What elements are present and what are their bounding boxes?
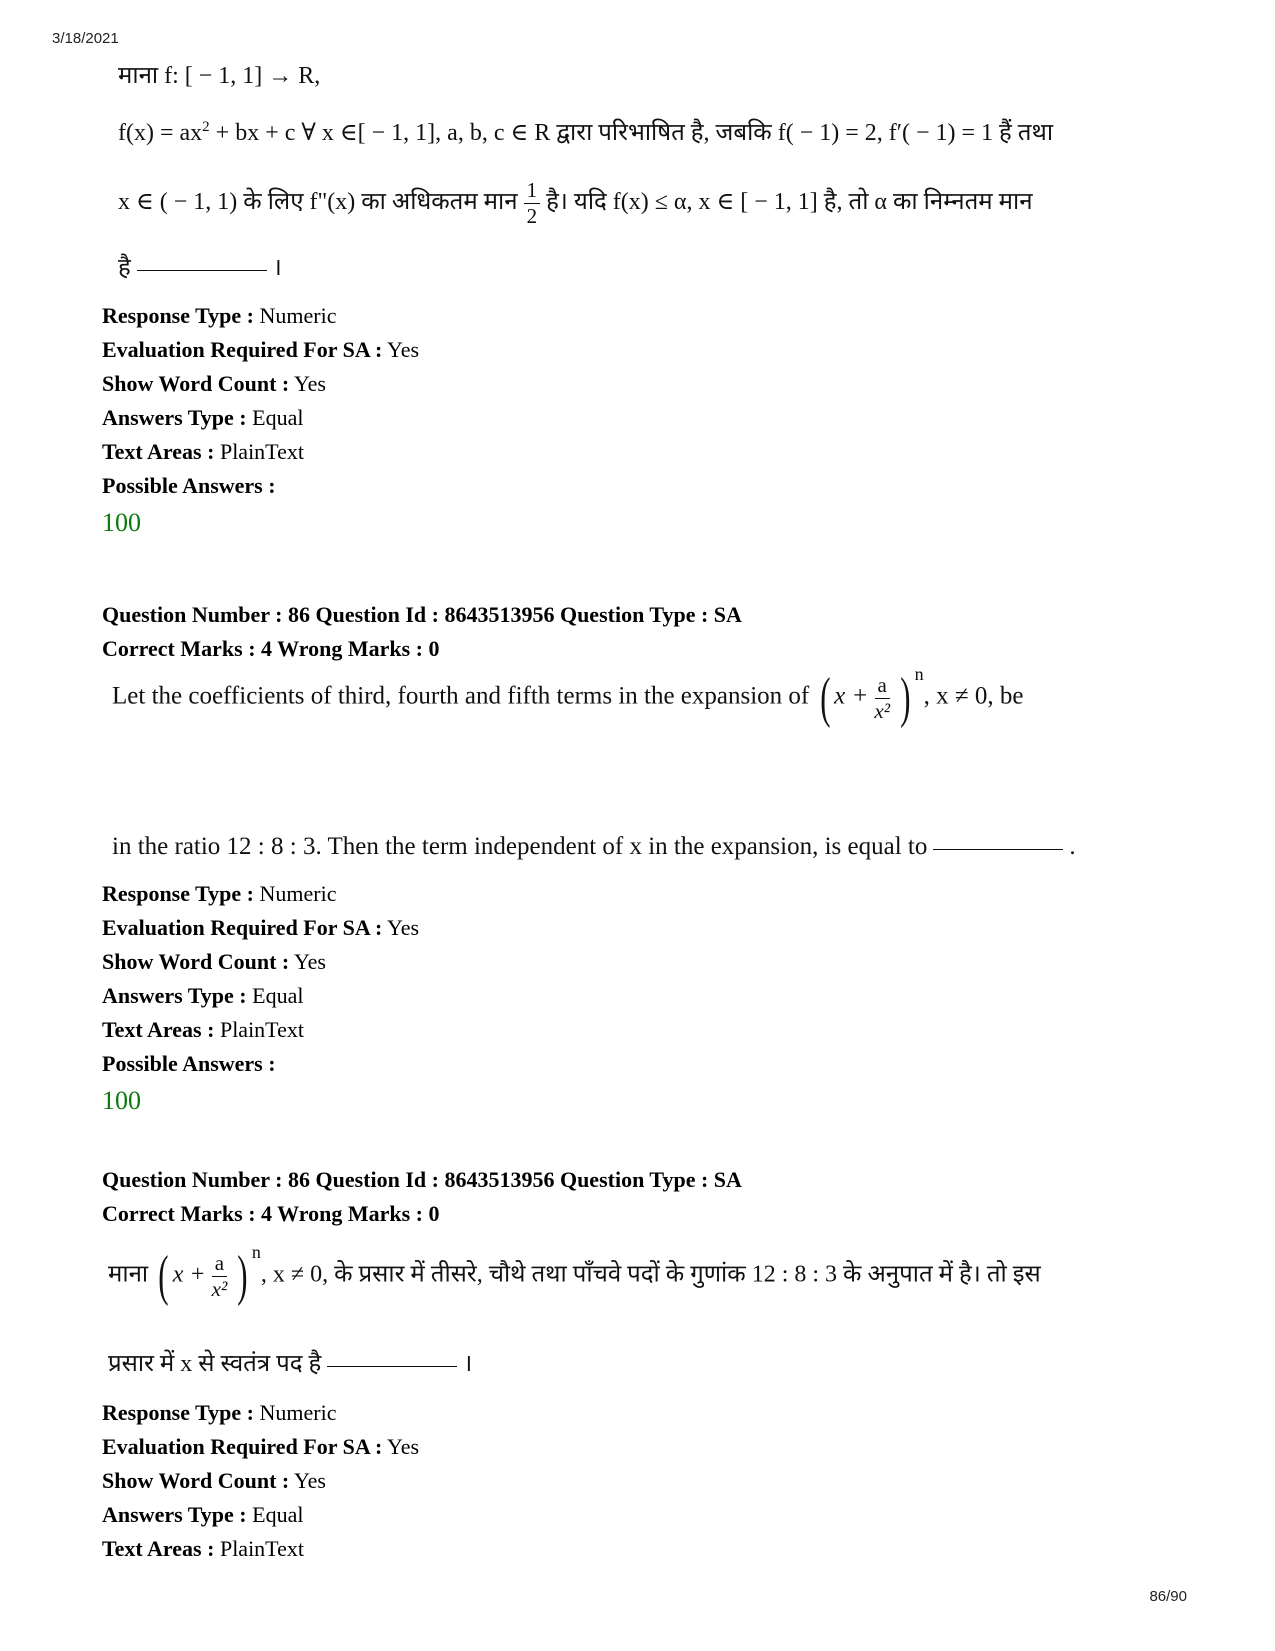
prev-question-line-4: है ।: [118, 255, 282, 281]
meta-block-2: Response Type : Numeric Evaluation Required For SA : Yes Show Word Count : Yes Answers Type : Equal Text Areas : PlainText Possible Answers : 100: [102, 877, 419, 1119]
question-header: Question Number : 86 Question Id : 8643513956 Question Type : SA: [102, 602, 742, 627]
question-text-line-2: प्रसार में x से स्वतंत्र पद है ।: [108, 1351, 473, 1377]
question-text-line-1: माना ( x + $\frac{a}{\text{x²}}$ ) $^n$, x ≠ 0, के प्रसार में तीसरे, चौथे तथा पाँचवे पदों के गुणांक 12 : 8 : 3 के अनुपात में है। तो इस: [108, 1242, 1041, 1307]
prev-question-line-1: माना f: [ − 1, 1] → R,: [118, 63, 321, 89]
answer-blank: [327, 1366, 457, 1367]
marks-header: Correct Marks : 4 Wrong Marks : 0: [102, 636, 440, 661]
prev-question-line-2: $f(x) = ax^2$ + bx + c ∀ x ∈[ − 1, 1], a, b, c ∈ R द्वारा परिभाषित है, जबकि f( − 1) = 2, f′( − 1) = 1 हैं तथा: [118, 119, 1054, 146]
question-text-line-1: Let the coefficients of third, fourth and fifth terms in the expansion of ( x + $\frac{a}{\text{x²}}$ ) $^n$, x ≠ 0, be: [112, 664, 1024, 729]
meta-block-1: Response Type : Numeric Evaluation Required For SA : Yes Show Word Count : Yes Answers Type : Equal Text Areas : PlainText Possible Answers : 100: [102, 299, 419, 541]
question-header: Question Number : 86 Question Id : 8643513956 Question Type : SA: [102, 1167, 742, 1192]
print-date: 3/18/2021: [52, 30, 119, 47]
possible-answer-value: 100: [102, 1086, 141, 1115]
possible-answer-value: 100: [102, 508, 141, 537]
question-text-line-2: in the ratio 12 : 8 : 3. Then the term independent of x in the expansion, is equal to .: [112, 833, 1076, 860]
marks-header: Correct Marks : 4 Wrong Marks : 0: [102, 1201, 440, 1226]
answer-blank: [933, 849, 1063, 850]
page-number: 86/90: [1149, 1588, 1187, 1605]
fraction-one-half: $\frac{1}{2}$: [524, 180, 541, 227]
answer-blank: [137, 270, 267, 271]
prev-question-line-3: x ∈ ( − 1, 1) के लिए f"(x) का अधिकतम मान $\frac{1}{2}$ है। यदि f(x) ≤ α, x ∈ [ − 1, 1] है, तो α का निम्नतम मान: [118, 178, 1033, 228]
meta-block-3: Response Type : Numeric Evaluation Required For SA : Yes Show Word Count : Yes Answers Type : Equal Text Areas : PlainText: [102, 1400, 420, 1561]
